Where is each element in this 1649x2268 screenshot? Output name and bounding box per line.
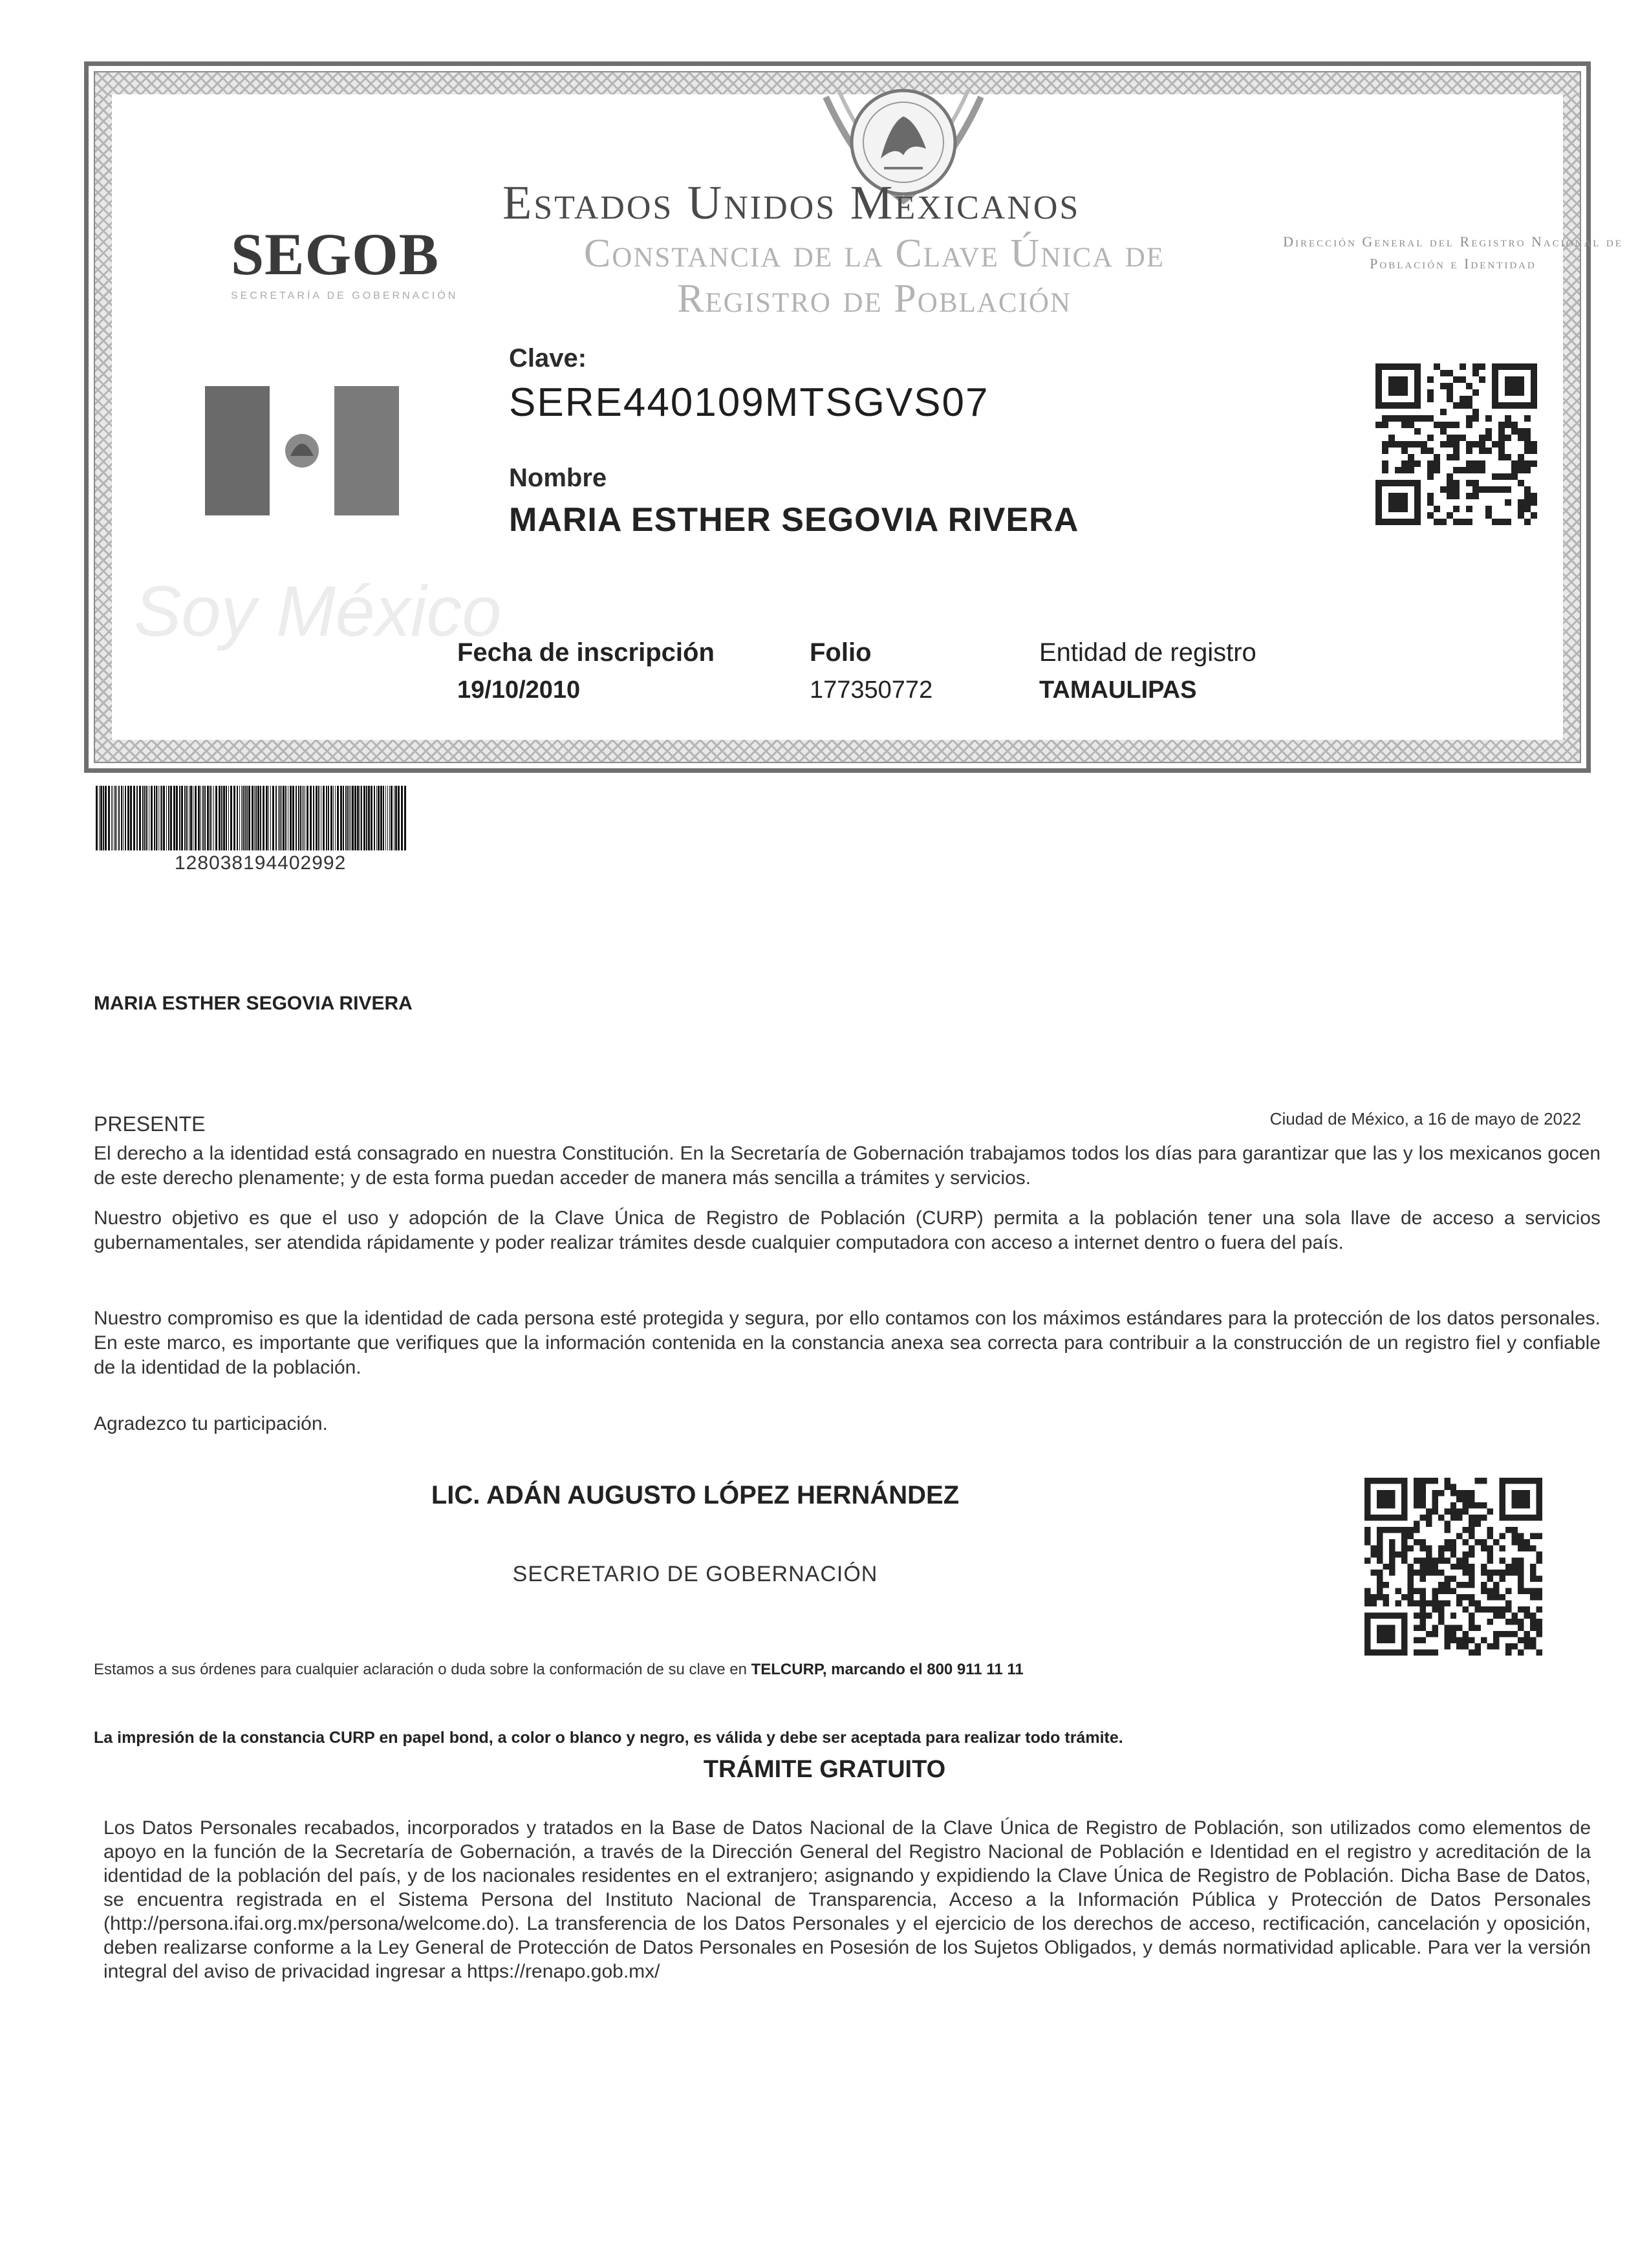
nombre-label: Nombre bbox=[509, 464, 607, 492]
letter-closing: Agradezco tu participación. bbox=[94, 1413, 328, 1434]
entidad-registro-block bbox=[1039, 638, 1256, 704]
contact-line bbox=[94, 1661, 1024, 1679]
free-procedure-notice: TRÁMITE GRATUITO bbox=[703, 1756, 946, 1783]
fecha-inscripcion-block bbox=[457, 638, 715, 704]
signer-title: SECRETARIO DE GOBERNACIÓN bbox=[512, 1562, 878, 1586]
guilloche-border-left bbox=[95, 94, 112, 740]
clave-value: SERE440109MTSGVS07 bbox=[509, 380, 989, 425]
letter-paragraph-1: El derecho a la identidad está consagrado en nuestra Constitución. En la Secretaría de Gobernación trabajamos todos los días para garantizar que las y los mexicanos gocen de este derecho plenamente; y de esta forma puedan acceder de manera más sencilla a trámites y servicios. bbox=[94, 1143, 1600, 1189]
watermark-text: Soy México bbox=[134, 572, 502, 651]
entidad-registro-label: Entidad de registro bbox=[1039, 638, 1256, 667]
clave-label: Clave: bbox=[509, 344, 587, 373]
nombre-value: MARIA ESTHER SEGOVIA RIVERA bbox=[509, 501, 1079, 539]
contact-telcurp: TELCURP, marcando el 800 911 11 11 bbox=[751, 1661, 1024, 1678]
folio-label: Folio bbox=[810, 638, 872, 667]
validity-note: La impresión de la constancia CURP en papel bond, a color o blanco y negro, es válida y debe ser aceptada para realizar todo trámite. bbox=[94, 1729, 1123, 1747]
qr-code-top-icon bbox=[1375, 363, 1537, 525]
title-constancia-curp: Constancia de la Clave Única de Registro de Población bbox=[583, 232, 1165, 321]
signer-name: LIC. ADÁN AUGUSTO LÓPEZ HERNÁNDEZ bbox=[431, 1481, 960, 1509]
segob-logo: SEGOB bbox=[231, 221, 440, 287]
qr-code-bottom-icon bbox=[1364, 1478, 1542, 1656]
privacy-notice: Los Datos Personales recabados, incorporados y tratados en la Base de Datos Nacional de la Clave Única de Registro de Población, son utilizados como elementos de apoyo en la función de la Secretaría de Gobernación, a través de la Dirección General del Registro Nacional de Población e Identidad en el registro y acreditación de la identidad de la población del país, y de los nacionales residentes en el extranjero; asignando y expidiendo la Clave Única de Registro de Población. Dicha Base de Datos, se encuentra registrada en el Sistema Persona del Instituto Nacional de Transparencia, Acceso a la Información Pública y Protección de Datos Personales (http://persona.ifai.org.mx/persona/welcome.do). La transferencia de los Datos Personales y el ejercicio de los derechos de acceso, rectificación, cancelación y oposición, deben realizarse conforme a la Ley General de Protección de Datos Personales en Posesión de los Sujetos Obligados, y demás normatividad aplicable. Para ver la versión integral del aviso de privacidad ingresar a https://renapo.gob.mx/ bbox=[103, 1817, 1591, 1982]
guilloche-border-bottom bbox=[95, 740, 1580, 762]
letter-recipient-name: MARIA ESTHER SEGOVIA RIVERA bbox=[94, 993, 413, 1014]
letter-paragraph-3: Nuestro compromiso es que la identidad de cada persona esté protegida y segura, por ello contamos con los máximos estándares para la protección de los datos personales. En este marco, es importante que verifiques que la información contenida en la constancia anexa sea correcta para contribuir a la construcción de un registro fiel y confiable de la identidad de la población. bbox=[94, 1308, 1600, 1378]
letter-place-date: Ciudad de México, a 16 de mayo de 2022 bbox=[1269, 1109, 1581, 1129]
barcode-icon bbox=[96, 786, 406, 850]
guilloche-border-right bbox=[1563, 94, 1580, 740]
entidad-registro-value: TAMAULIPAS bbox=[1039, 676, 1197, 704]
fecha-inscripcion-value: 19/10/2010 bbox=[457, 676, 581, 704]
title-estados-unidos-mexicanos: Estados Unidos Mexicanos bbox=[502, 177, 1081, 230]
segob-subtitle: SECRETARÍA DE GOBERNACIÓN bbox=[231, 290, 458, 301]
fecha-inscripcion-label: Fecha de inscripción bbox=[457, 638, 715, 667]
folio-block bbox=[810, 638, 932, 704]
letter-paragraph-2: Nuestro objetivo es que el uso y adopción de la Clave Única de Registro de Población (CURP) permita a la población tener una sola llave de acceso a servicios gubernamentales, ser atendida rápidamente y poder realizar trámites desde cualquier computadora con acceso a internet dentro o fuera del país. bbox=[94, 1207, 1600, 1253]
folio-value: 177350772 bbox=[810, 676, 933, 704]
curp-certificate-card bbox=[84, 61, 1623, 773]
mexican-flag-icon bbox=[205, 386, 399, 515]
letter-salutation: PRESENTE bbox=[94, 1112, 206, 1136]
segob-logo-block bbox=[231, 221, 458, 302]
barcode-number: 128038194402992 bbox=[175, 852, 347, 874]
contact-text: Estamos a sus órdenes para cualquier aclaración o duda sobre la conformación de su clave en bbox=[94, 1661, 747, 1678]
dgrnpi-caption: Dirección General del Registro Nacional de Población e Identidad bbox=[1283, 233, 1623, 272]
